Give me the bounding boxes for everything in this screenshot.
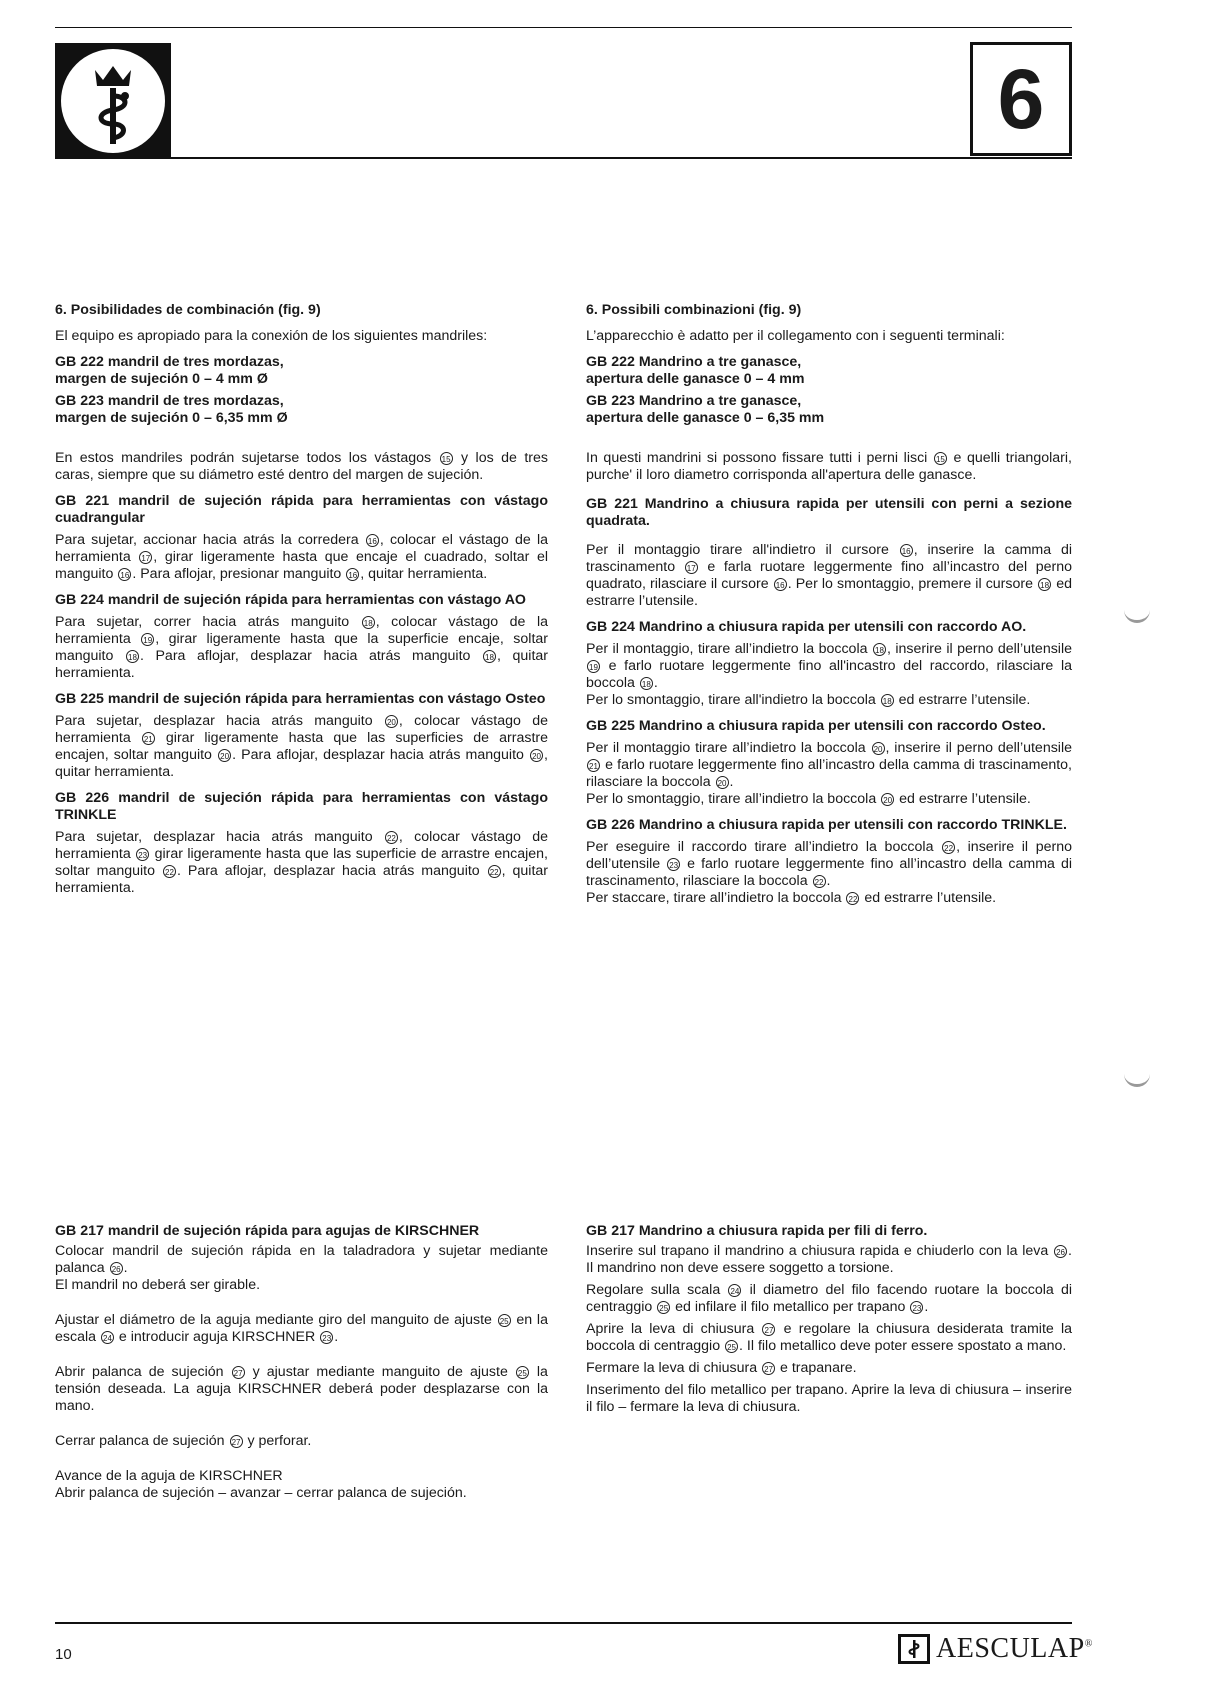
gb224-text-it: Per il montaggio, tirare all’indietro la boccola 18 , inserire il perno dell’utensile 19 e farlo ruotare leggermente fino all'incastro del raccordo, rilasciare la boccola 18 . Per lo smontaggio, tirare all'indietro la boccola 18 ed estrarre l’utensile. xyxy=(586,641,1072,708)
footer-rule xyxy=(55,1622,1072,1624)
italian-column xyxy=(586,302,1072,916)
gb222-it: GB 222 Mandrino a tre ganasce, apertura delle ganasce 0 – 4 mm xyxy=(586,354,805,387)
gb217-p1-it: Inserire sul trapano il mandrino a chiusura rapida e chiuderlo con la leva 26 . Il mandrino non deve essere soggetto a torsione. xyxy=(586,1243,1072,1276)
mandriles-text-es: En estos mandriles podrán sujetarse todos los vástagos 15 y los de tres caras, siempre que su diámetro esté dentro del margen de sujeción. xyxy=(55,450,548,483)
brand-logo xyxy=(898,1633,1093,1665)
intro-es: El equipo es apropiado para la conexión de los siguientes mandriles: xyxy=(55,328,488,344)
gb224-heading-it: GB 224 Mandrino a chiusura rapida per utensili con raccordo AO. xyxy=(586,619,1027,635)
gb217-italian xyxy=(586,1223,1072,1425)
header-rule xyxy=(55,157,1072,159)
aesculap-mark-icon xyxy=(898,1634,930,1664)
gb217-heading-it: GB 217 Mandrino a chiusura rapida per fili di ferro. xyxy=(586,1223,928,1239)
spanish-column xyxy=(55,302,548,906)
gb226-text-it: Per eseguire il raccordo tirare all’indietro la boccola 22 , inserire il perno dell’utensile 23 e farlo ruotare leggermente fino all’incastro della camma di trascinamento, rilasciare la boccola 22 . Per staccare, tirare all’indietro la boccola 22 ed estrarre l’utensile. xyxy=(586,839,1072,906)
gb217-p3-es: Abrir palanca de sujeción 27 y ajustar mediante manguito de ajuste 25 la tensión deseada. La aguja KIRSCHNER deberá poder desplazarse con la mano. xyxy=(55,1364,548,1414)
gb224-text-es: Para sujetar, correr hacia atrás manguito 18 , colocar vástago de la herramienta 19 , girar ligeramente hasta que la superficie encaje, soltar manguito 18 . Para aflojar, desplazar hacia atrás manguito 18 , quitar herramienta. xyxy=(55,614,548,681)
chapter-number: 6 xyxy=(970,42,1072,156)
gb217-p3-it: Aprire la leva di chiusura 27 e regolare la chiusura desiderata tramite la boccola di centraggio 25 . Il filo metallico deve poter essere spostato a mano. xyxy=(586,1321,1072,1354)
gb217-heading-es: GB 217 mandril de sujeción rápida para agujas de KIRSCHNER xyxy=(55,1223,480,1239)
gb222-es: GB 222 mandril de tres mordazas, margen de sujeción 0 – 4 mm Ø xyxy=(55,354,284,387)
gb224-heading-es: GB 224 mandril de sujeción rápida para herramientas con vástago AO xyxy=(55,592,526,608)
gb217-p4-es: Cerrar palanca de sujeción 27 y perforar. xyxy=(55,1433,312,1449)
gb225-text-it: Per il montaggio tirare all’indietro la boccola 20 , inserire il perno dell’utensile 21 e farlo ruotare leggermente fino all’incastro della camma di trascinamento, rilasciare la boccola 20 . Per lo smontaggio, tirare all’indietro la boccola 20 ed estrarre l’utensile. xyxy=(586,740,1072,807)
binding-mark xyxy=(1124,1070,1150,1087)
mandrini-text-it: In questi mandrini si possono fissare tutti i perni lisci 15 e quelli triangolari, purche' il loro diametro corrisponda all'apertura delle ganasce. xyxy=(586,450,1072,483)
gb226-heading-es: GB 226 mandril de sujeción rápida para herramientas con vástago TRINKLE xyxy=(55,790,548,823)
gb217-p1-es: Colocar mandril de sujeción rápida en la taladradora y sujetar mediante palanca 26 . El mandril no deberá ser girable. xyxy=(55,1243,548,1293)
gb223-es: GB 223 mandril de tres mordazas, margen de sujeción 0 – 6,35 mm Ø xyxy=(55,393,288,426)
gb217-p2-it: Regolare sulla scala 24 il diametro del filo facendo ruotare la boccola di centraggio 25 ed infilare il filo metallico per trapano 23 . xyxy=(586,1282,1073,1315)
section-title-it: 6. Possibili combinazioni (fig. 9) xyxy=(586,302,802,318)
gb221-heading-es: GB 221 mandril de sujeción rápida para herramientas con vástago cuadrangular xyxy=(55,493,548,526)
gb223-it: GB 223 Mandrino a tre ganasce, apertura delle ganasce 0 – 6,35 mm xyxy=(586,393,825,426)
gb226-heading-it: GB 226 Mandrino a chiusura rapida per utensili con raccordo TRINKLE. xyxy=(586,817,1067,833)
gb225-heading-es: GB 225 mandril de sujeción rápida para herramientas con vástago Osteo xyxy=(55,691,546,707)
brand-name: AESCULAP® xyxy=(936,1633,1093,1664)
page-number: 10 xyxy=(55,1646,72,1663)
gb217-spanish xyxy=(55,1223,548,1511)
section-title-es: 6. Posibilidades de combinación (fig. 9) xyxy=(55,302,321,318)
gb226-text-es: Para sujetar, desplazar hacia atrás manguito 22 , colocar vástago de herramienta 23 girar ligeramente hasta que las superficie de arrastre encajen, soltar manguito 22 . Para aflojar, desplazar hacia atrás manguito 22 , quitar herramienta. xyxy=(55,829,549,896)
gb217-p2-es: Ajustar el diámetro de la aguja mediante giro del manguito de ajuste 25 en la escala 24 e introducir aguja KIRSCHNER 23 . xyxy=(55,1312,548,1345)
gb217-p4-it: Fermare la leva di chiusura 27 e trapanare. xyxy=(586,1360,857,1376)
gb225-text-es: Para sujetar, desplazar hacia atrás manguito 20 , colocar vástago de herramienta 21 girar ligeramente hasta que las superficies de arrastre encajen, soltar manguito 20 . Para aflojar, desplazar hacia atrás manguito 20 , quitar herramienta. xyxy=(55,713,548,780)
aesculap-emblem-icon xyxy=(81,56,145,146)
binding-mark xyxy=(1124,606,1150,623)
company-logo xyxy=(55,43,171,158)
gb225-heading-it: GB 225 Mandrino a chiusura rapida per utensili con raccordo Osteo. xyxy=(586,718,1046,734)
gb221-heading-it: GB 221 Mandrino a chiusura rapida per utensili con perni a sezione quadrata. xyxy=(586,496,1072,529)
gb221-text-es: Para sujetar, accionar hacia atrás la corredera 16 , colocar el vástago de la herramienta 17 , girar ligeramente hasta que encaje el cuadrado, soltar el manguito 16 . Para aflojar, presionar manguito 16 , quitar herramienta. xyxy=(55,532,548,582)
gb217-p5-es: Avance de la aguja de KIRSCHNER Abrir palanca de sujeción – avanzar – cerrar palanca de sujeción. xyxy=(55,1468,467,1501)
top-rule xyxy=(55,27,1072,28)
gb217-p5-it: Inserimento del filo metallico per trapano. Aprire la leva di chiusura – inserire il filo – fermare la leva di chiusura. xyxy=(586,1382,1072,1415)
gb221-text-it: Per il montaggio tirare all'indietro il cursore 16 , inserire la camma di trascinamento 17 e farla ruotare leggermente fino all’incastro del perno quadrato, rilasciare il cursore 16 . Per lo smontaggio, premere il cursore 18 ed estrarre l’utensile. xyxy=(586,542,1072,609)
intro-it: L’apparecchio è adatto per il collegamento con i seguenti terminali: xyxy=(586,328,1005,344)
